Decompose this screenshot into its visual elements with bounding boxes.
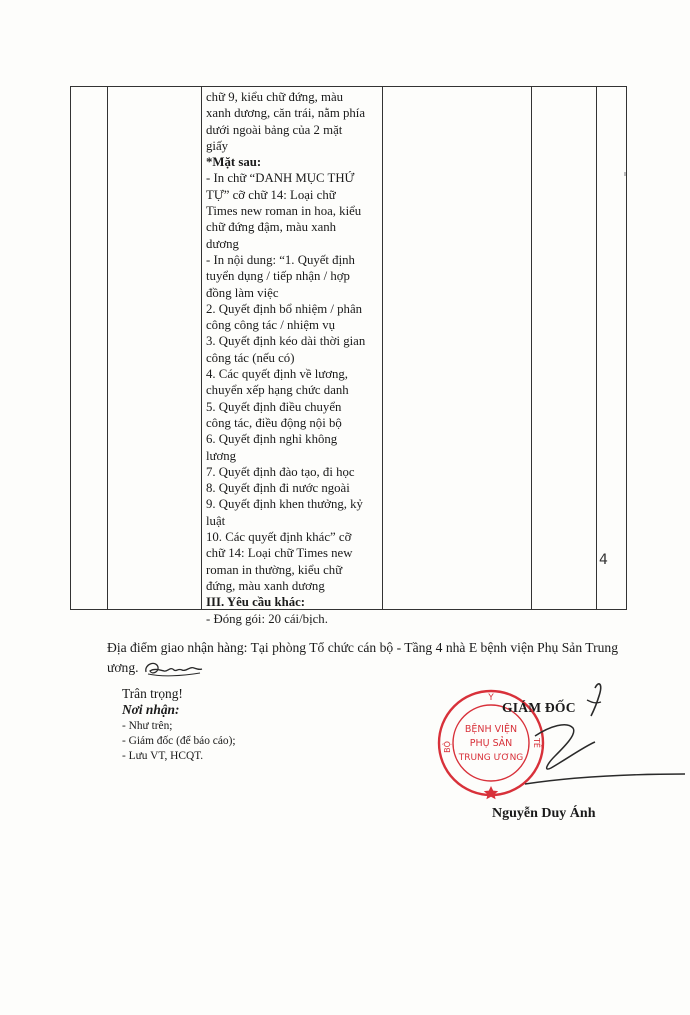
description-line: tuyển dụng / tiếp nhận / hợp <box>206 269 350 284</box>
seal-right-text: TẾ <box>532 738 541 748</box>
seal-line-3: TRUNG ƯƠNG <box>458 753 524 763</box>
description-line: 6. Quyết định nghỉ không <box>206 432 338 447</box>
director-name: Nguyễn Duy Ánh <box>492 806 596 821</box>
description-line: roman in thường, kiểu chữ <box>206 562 343 577</box>
description-line: chữ 14: Loại chữ Times new <box>206 546 353 561</box>
specification-table <box>70 86 627 626</box>
description-line: giấy <box>206 138 229 153</box>
description-line: chuyển xếp hạng chức danh <box>206 383 349 398</box>
description-line: - Đóng gói: 20 cái/bịch. <box>206 611 328 626</box>
delivery-address <box>107 638 627 680</box>
description-line: lương <box>206 448 237 463</box>
description-line: 4. Các quyết định về lương, <box>206 367 349 382</box>
handwritten-initials-icon <box>142 658 204 680</box>
description-line: TỰ” cỡ chữ 14: Loại chữ <box>206 187 336 202</box>
description-line: 5. Quyết định điều chuyển <box>206 399 342 414</box>
description-line: 7. Quyết định đào tạo, đi học <box>206 464 355 479</box>
description-line: dương <box>206 236 239 251</box>
table-column-divider <box>107 87 108 609</box>
description-line: xanh dương, căn trái, nằm phía <box>206 106 366 121</box>
description-line: Times new roman in hoa, kiểu <box>206 204 362 219</box>
description-line: chữ đứng đậm, màu xanh <box>206 220 337 235</box>
description-line: - In nội dung: “1. Quyết định <box>206 252 355 267</box>
table-column-divider <box>531 87 532 609</box>
description-cell <box>206 89 382 627</box>
description-line: công công tác / nhiệm vụ <box>206 318 335 333</box>
recipient-item: - Giám đốc (để báo cáo); <box>122 735 236 747</box>
description-line: 8. Quyết định đi nước ngoài <box>206 481 350 496</box>
seal-line-1: BỆNH VIỆN <box>464 724 518 735</box>
delivery-address-text: Địa điểm giao nhận hàng: Tại phòng Tổ chức cán bộ - Tầng 4 nhà E bệnh viện Phụ Sản Trung ương. <box>107 640 619 676</box>
director-signature-icon <box>495 676 690 796</box>
recipient-item: - Như trên; <box>122 720 173 732</box>
description-line: công tác, điều động nội bộ <box>206 415 342 430</box>
description-line: 2. Quyết định bổ nhiệm / phân <box>206 301 363 316</box>
description-line: 3. Quyết định kéo dài thời gian <box>206 334 366 349</box>
table-column-divider <box>382 87 383 609</box>
description-line: đứng, màu xanh dương <box>206 578 325 593</box>
director-title: GIÁM ĐỐC <box>502 700 576 715</box>
description-line: luật <box>206 513 226 528</box>
recipient-item: - Lưu VT, HCQT. <box>122 750 204 762</box>
description-line: - In chữ “DANH MỤC THỨ <box>206 171 355 186</box>
recipients-list <box>122 719 236 764</box>
closing-greeting: Trân trọng! <box>122 686 183 701</box>
seal-left-text: BỘ <box>443 741 452 753</box>
description-line: *Mặt sau: <box>206 155 262 170</box>
seal-top-text: Y <box>488 693 494 703</box>
description-line: 9. Quyết định khen thưởng, kỷ <box>206 497 363 512</box>
description-line: III. Yêu cầu khác: <box>206 595 306 610</box>
table-column-divider <box>596 87 597 609</box>
description-line: 10. Các quyết định khác” cỡ <box>206 530 352 545</box>
table-column-divider <box>201 87 202 609</box>
description-line: chữ 9, kiểu chữ đứng, màu <box>206 90 344 104</box>
handwritten-mark: 4 <box>599 552 608 568</box>
seal-line-2: PHỤ SẢN <box>469 738 513 749</box>
scan-speck <box>624 172 626 176</box>
description-line: dưới ngoài bảng của 2 mặt <box>206 122 343 137</box>
description-line: công tác (nếu có) <box>206 350 295 365</box>
description-line: đồng làm việc <box>206 285 279 300</box>
recipients-label: Nơi nhận: <box>122 702 180 717</box>
